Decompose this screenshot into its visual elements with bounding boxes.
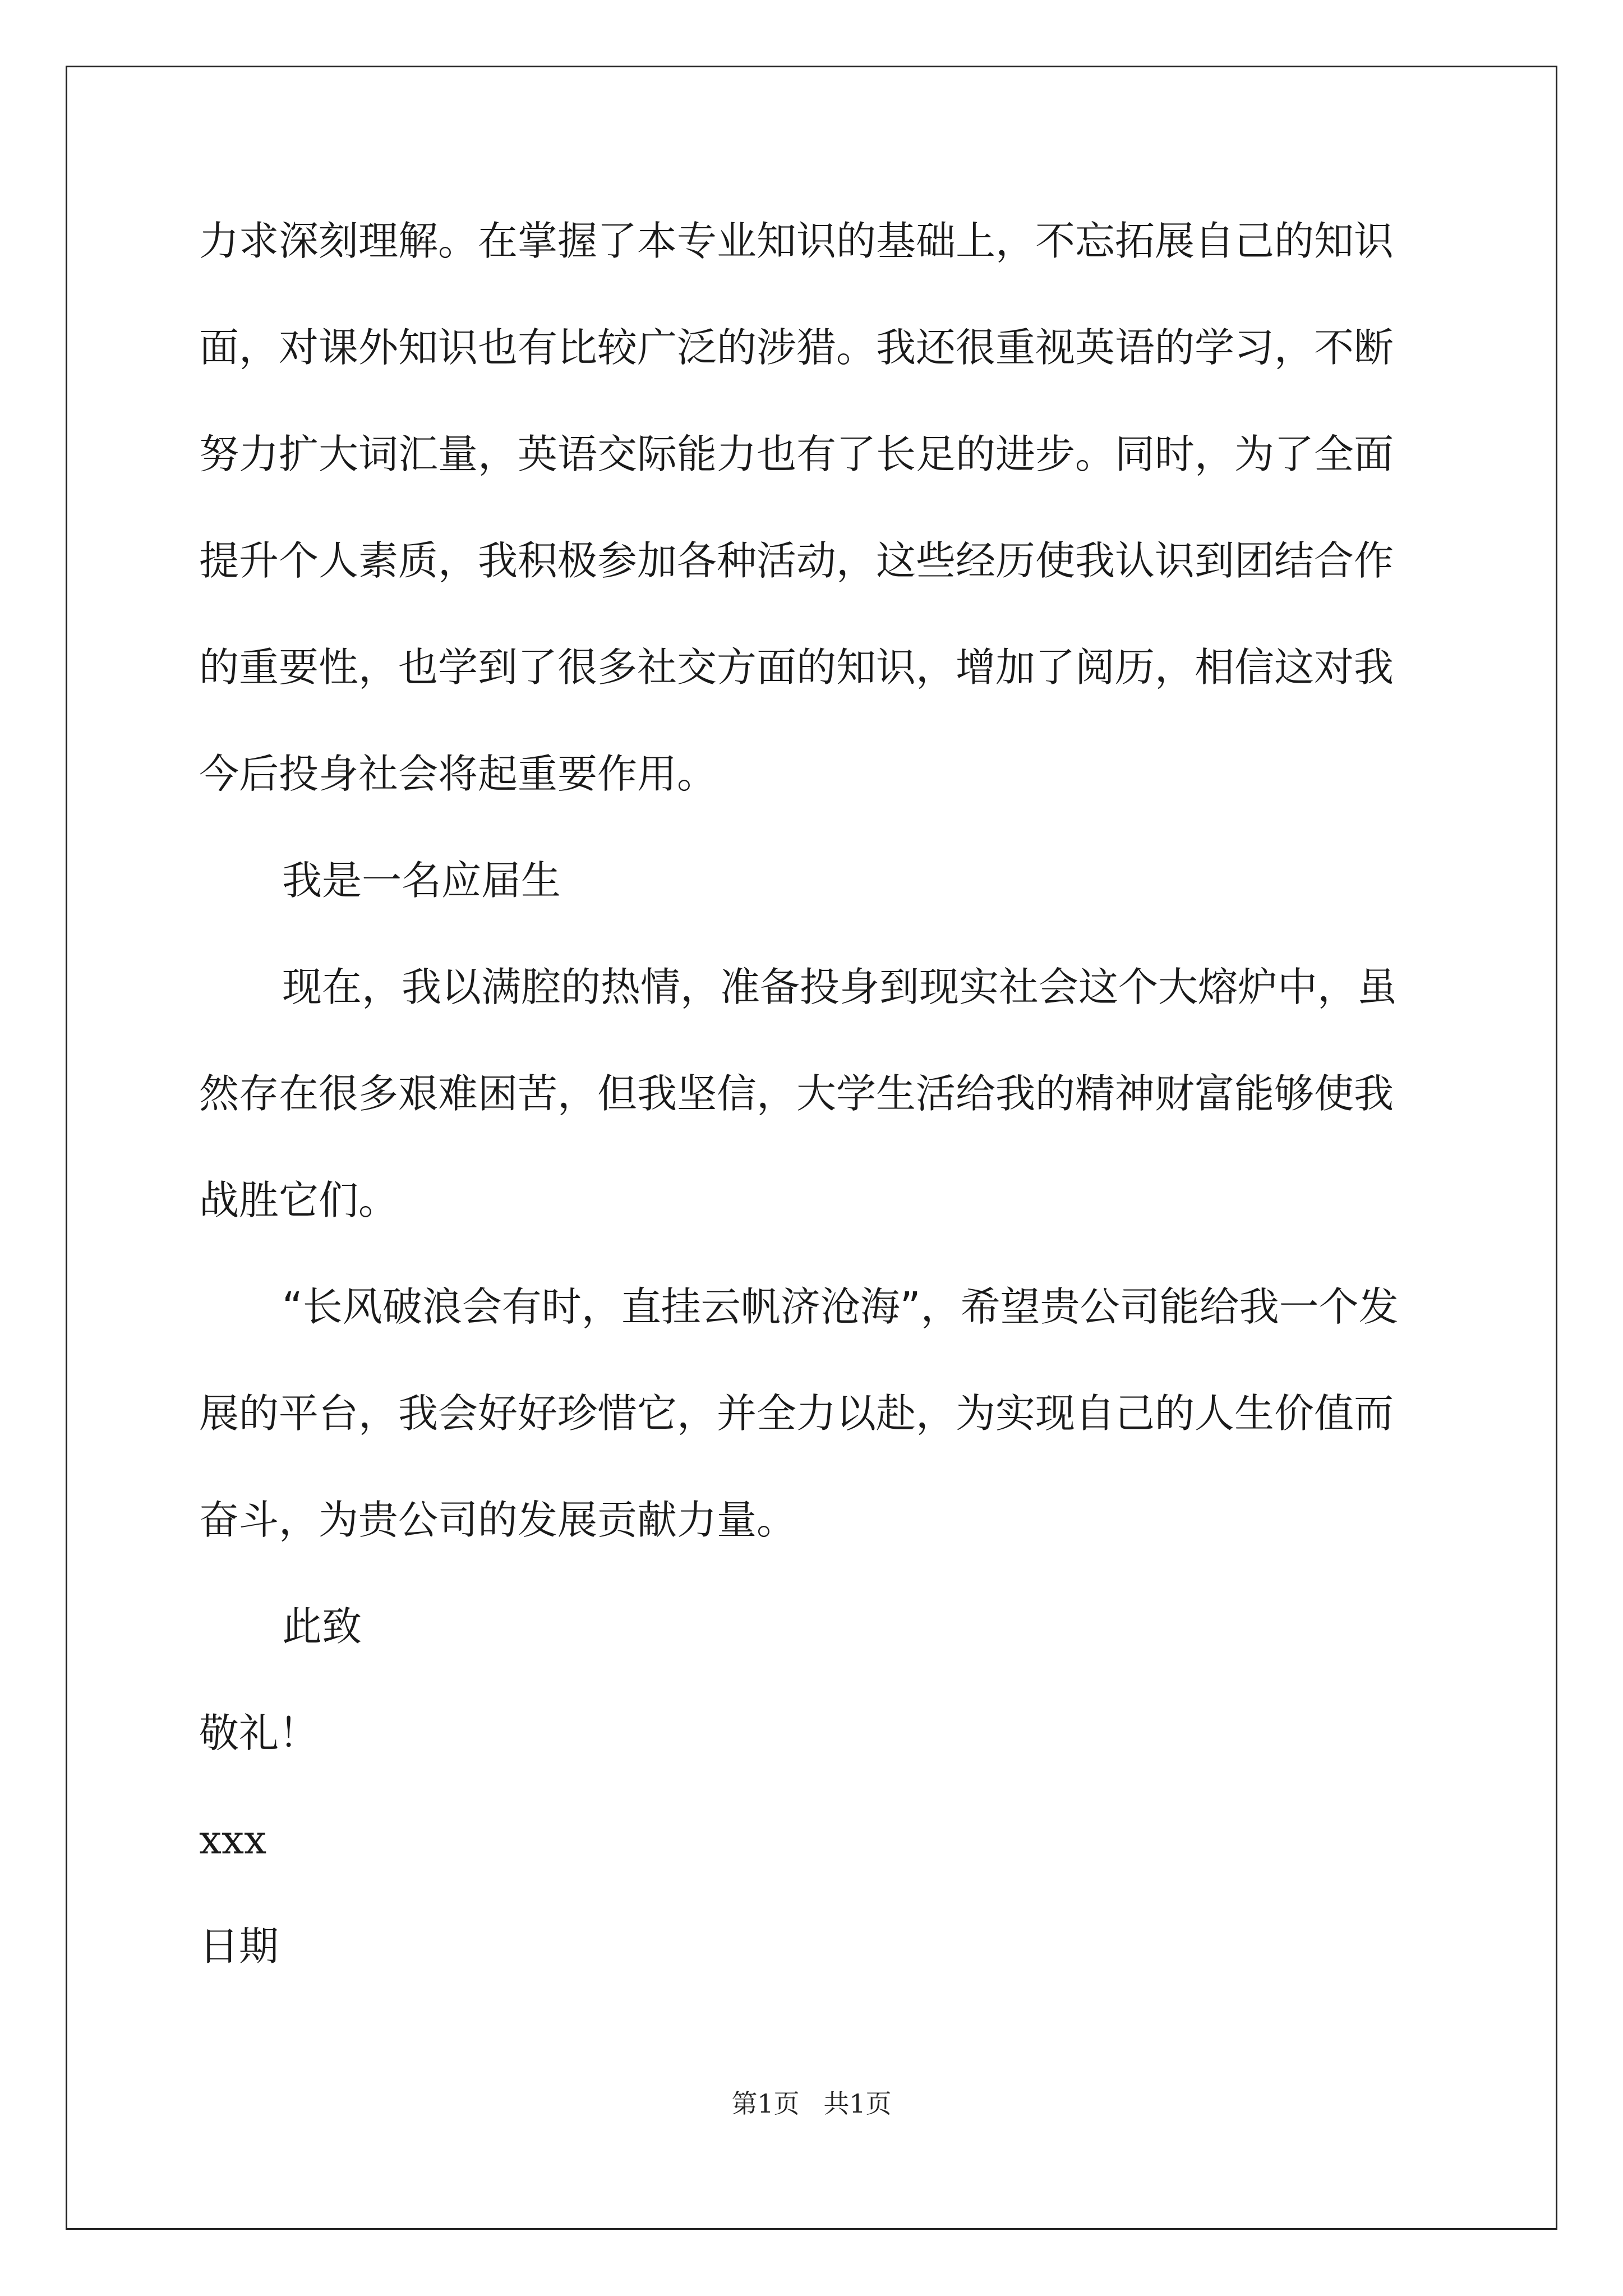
- paragraph-4-line-1: “长风破浪会有时，直挂云帆济沧海”，希望贵公司能给我一个发: [282, 1283, 1399, 1330]
- page-border: [66, 66, 1557, 2230]
- heading-graduate: 我是一名应届生: [282, 857, 561, 904]
- paragraph-3-line-1: 现在，我以满腔的热情，准备投身到现实社会这个大熔炉中，虽: [282, 964, 1398, 1010]
- paragraph-3-line-2: 然存在很多艰难困苦，但我坚信，大学生活给我的精神财富能够使我: [199, 1070, 1394, 1117]
- closing-respect: 敬礼！: [199, 1710, 319, 1756]
- page-number-current: 第1页: [731, 2088, 800, 2119]
- paragraph-1-line-6: 今后投身社会将起重要作用。: [199, 751, 717, 797]
- paragraph-1-line-4: 提升个人素质，我积极参加各种活动，这些经历使我认识到团结合作: [199, 537, 1394, 584]
- paragraph-4-line-2: 展的平台，我会好好珍惜它，并全力以赴，为实现自己的人生价值而: [199, 1390, 1394, 1437]
- paragraph-1-line-2: 面，对课外知识也有比较广泛的涉猎。我还很重视英语的学习，不断: [199, 324, 1394, 371]
- paragraph-1-line-5: 的重要性，也学到了很多社交方面的知识，增加了阅历，相信这对我: [199, 644, 1394, 691]
- page-number-total: 共1页: [823, 2088, 892, 2119]
- page-footer: [0, 2087, 1623, 2120]
- signature-date: 日期: [199, 1923, 279, 1970]
- closing-salutation: 此致: [282, 1603, 362, 1650]
- paragraph-4-line-3: 奋斗，为贵公司的发展贡献力量。: [199, 1497, 797, 1543]
- signature-name: xxx: [199, 1816, 267, 1863]
- paragraph-1-line-1: 力求深刻理解。在掌握了本专业知识的基础上，不忘拓展自己的知识: [199, 218, 1394, 264]
- paragraph-1-line-3: 努力扩大词汇量，英语交际能力也有了长足的进步。同时，为了全面: [199, 431, 1394, 477]
- paragraph-3-line-3: 战胜它们。: [199, 1177, 399, 1223]
